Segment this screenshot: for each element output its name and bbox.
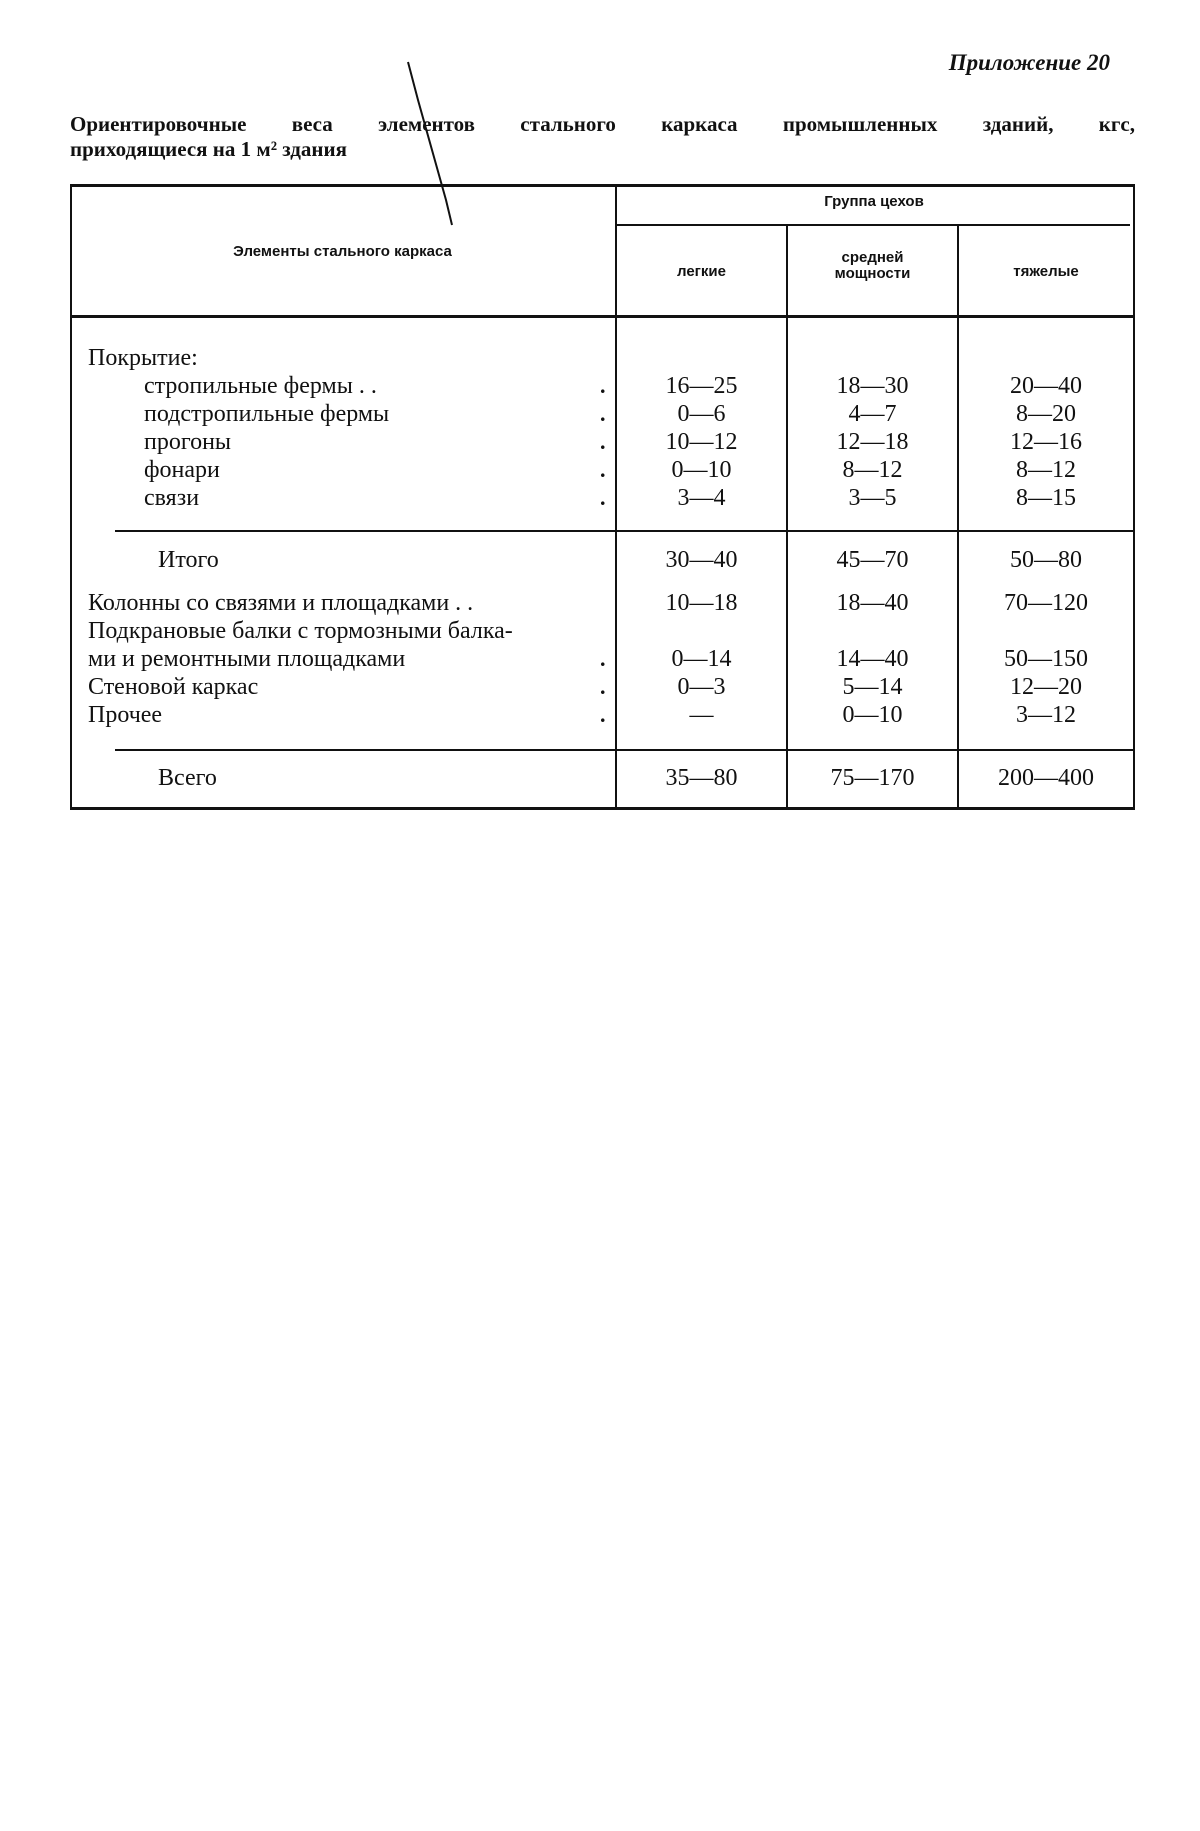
value-light: 0—10 xyxy=(671,457,732,483)
appendix-label: Приложение 20 xyxy=(948,50,1110,75)
leader-dot: . xyxy=(600,485,606,510)
row-name: Стеновой каркас xyxy=(88,674,259,700)
row-name: связи xyxy=(144,485,200,511)
title-line-2: приходящиеся на 1 м² здания xyxy=(70,137,347,162)
value-heavy: 20—40 xyxy=(1010,373,1082,399)
row-name: подстропильные фермы xyxy=(144,401,390,427)
value-light: 10—18 xyxy=(665,590,738,616)
header-medium xyxy=(788,250,957,282)
total-light: 35—80 xyxy=(665,765,738,791)
total-medium: 75—170 xyxy=(830,765,915,791)
row-name: ми и ремонтными площадками xyxy=(88,646,406,672)
header-heavy: тяжелые xyxy=(1013,263,1079,280)
value-light: 10—12 xyxy=(665,429,738,455)
header-bottom-rule xyxy=(70,315,1135,318)
group-rule xyxy=(615,224,1130,226)
row-name: Колонны со связями и площадками . . xyxy=(88,590,474,616)
leader-dot: . xyxy=(600,457,606,482)
header-group: Группа цехов xyxy=(824,193,924,210)
value-light: 0—14 xyxy=(671,646,732,672)
leader-dot: . xyxy=(600,646,606,671)
section-label-cover: Покрытие: xyxy=(88,345,198,371)
subtotal-medium: 45—70 xyxy=(836,547,909,573)
row-name: Прочее xyxy=(88,702,163,728)
leader-dot: . xyxy=(600,429,606,454)
value-medium: 4—7 xyxy=(848,401,897,427)
subtotal-heavy: 50—80 xyxy=(1010,547,1082,573)
value-light: 0—3 xyxy=(677,674,726,700)
subtotal-light: 30—40 xyxy=(665,547,738,573)
total-heavy: 200—400 xyxy=(998,765,1094,791)
header-medium-line-2: мощности xyxy=(834,264,911,282)
header-light: легкие xyxy=(677,263,726,280)
title-line-1: Ориентировочные веса элементов стального каркаса промышленных зданий, кгс, xyxy=(70,112,1135,136)
value-medium: 18—30 xyxy=(836,373,909,399)
value-heavy: 70—120 xyxy=(1004,590,1088,616)
header-medium-line-1: средней xyxy=(841,249,904,266)
value-medium: 0—10 xyxy=(842,702,903,728)
value-light: 0—6 xyxy=(677,401,726,427)
leader-dot: . xyxy=(600,674,606,699)
row-name: Подкрановые балки с тормозными балка- xyxy=(88,618,513,644)
value-medium: 12—18 xyxy=(836,429,909,455)
top-rule xyxy=(70,184,1135,187)
value-light: — xyxy=(689,702,714,728)
left-border xyxy=(70,184,72,810)
header-elements: Элементы стального каркаса xyxy=(233,243,452,260)
value-heavy: 8—15 xyxy=(1016,485,1076,511)
bottom-rule xyxy=(70,807,1135,810)
value-medium: 8—12 xyxy=(842,457,903,483)
value-medium: 18—40 xyxy=(836,590,909,616)
leader-dot: . xyxy=(600,373,606,398)
table-title xyxy=(70,112,1135,162)
value-heavy: 12—20 xyxy=(1010,674,1082,700)
value-medium: 3—5 xyxy=(848,485,897,511)
total-label: Всего xyxy=(158,765,217,791)
subtotal-label: Итого xyxy=(158,547,219,573)
value-light: 3—4 xyxy=(677,485,726,511)
value-heavy: 3—12 xyxy=(1016,702,1076,728)
right-border xyxy=(1133,184,1135,810)
total-rule xyxy=(115,749,1133,751)
row-name: прогоны xyxy=(144,429,232,455)
subtotal-rule xyxy=(115,530,1133,532)
value-heavy: 12—16 xyxy=(1010,429,1082,455)
value-heavy: 50—150 xyxy=(1004,646,1088,672)
leader-dot: . xyxy=(600,702,606,727)
value-heavy: 8—12 xyxy=(1016,457,1076,483)
value-heavy: 8—20 xyxy=(1016,401,1076,427)
value-medium: 14—40 xyxy=(836,646,909,672)
row-name: фонари xyxy=(144,457,220,483)
value-light: 16—25 xyxy=(665,373,738,399)
leader-dot: . xyxy=(600,401,606,426)
row-name: стропильные фермы . . xyxy=(144,373,377,399)
weights-table xyxy=(70,184,1135,810)
value-medium: 5—14 xyxy=(842,674,903,700)
